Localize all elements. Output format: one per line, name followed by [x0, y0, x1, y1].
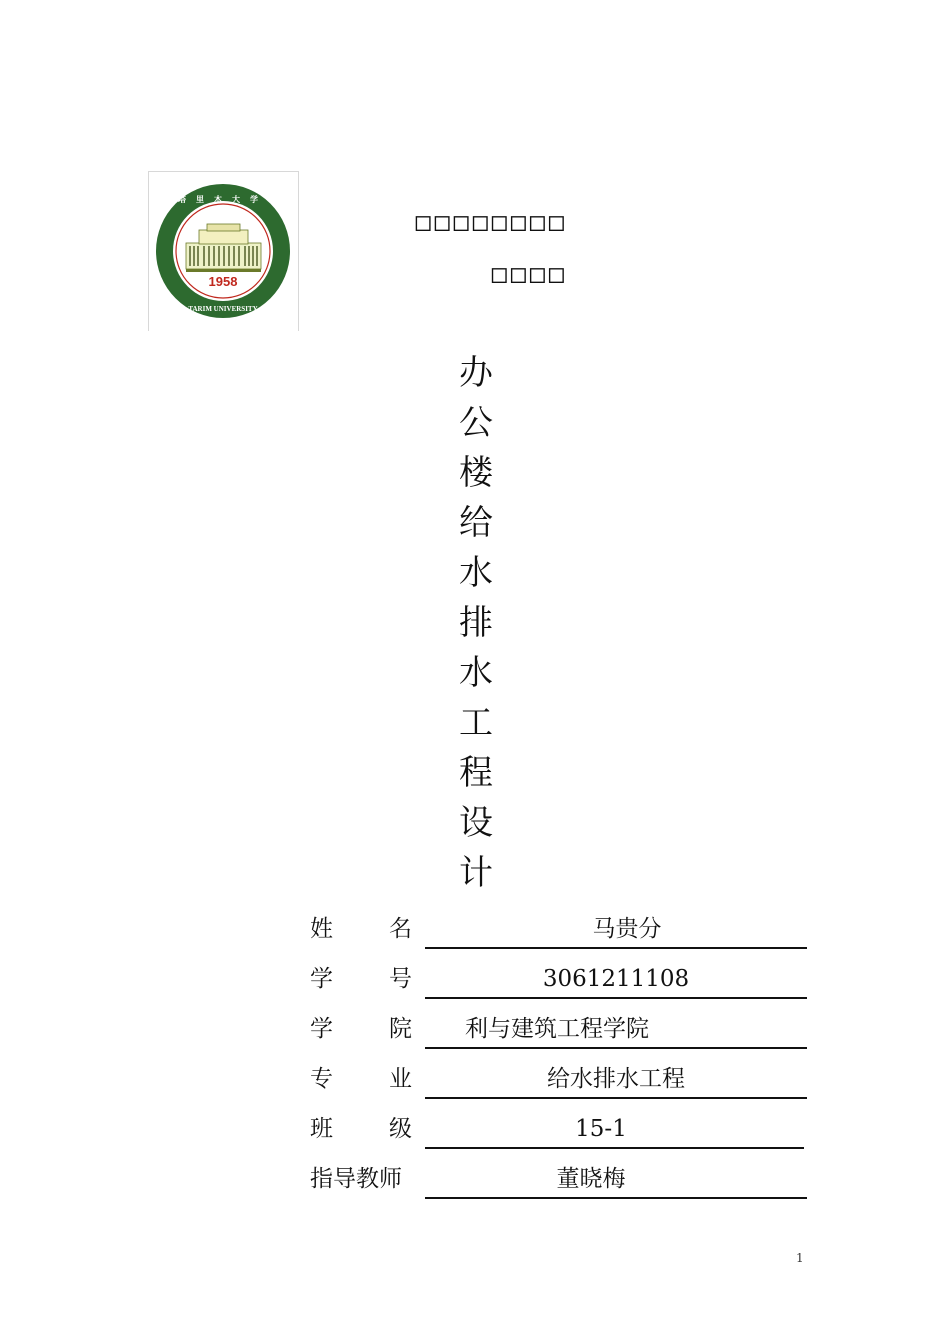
student-info-table: [310, 908, 810, 1208]
underline: [425, 1097, 807, 1099]
info-value-name: 马贵分: [592, 916, 662, 942]
info-value-class: 15-1: [575, 1116, 627, 1142]
title-char: 给: [459, 503, 493, 543]
underline: [425, 1147, 804, 1149]
info-row-advisor: [310, 1158, 810, 1208]
header-line-2: □□□□: [491, 259, 568, 288]
title-char: 计: [459, 853, 493, 893]
info-label: [310, 964, 412, 994]
logo-ring-text-top: 塔里木大学: [178, 195, 268, 204]
title-char: 排: [459, 603, 493, 643]
label-part: 业: [389, 1066, 412, 1092]
title-char: 工: [459, 703, 493, 743]
info-value-advisor: 董晓梅: [556, 1166, 626, 1192]
info-value-college: 利与建筑工程学院: [465, 1016, 649, 1042]
info-label: [310, 1164, 412, 1194]
underline: [425, 1047, 807, 1049]
info-row-name: [310, 908, 810, 958]
info-row-college: [310, 1008, 810, 1058]
label-part: 级: [389, 1116, 412, 1142]
title-char: 公: [459, 403, 493, 443]
label-part: 院: [389, 1016, 412, 1042]
label-part: 学: [310, 1016, 333, 1042]
university-logo: [148, 171, 299, 331]
page-number: 1: [796, 1251, 804, 1265]
underline: [425, 997, 807, 999]
info-label: [310, 1064, 412, 1094]
university-emblem-icon: [149, 172, 298, 331]
title-char: 设: [459, 803, 493, 843]
info-value-student-id: 3061211108: [542, 966, 690, 992]
label-part: 班: [310, 1116, 333, 1142]
title-char: 楼: [459, 453, 493, 493]
label-part: 学: [310, 966, 333, 992]
info-label: [310, 914, 412, 944]
info-row-major: [310, 1058, 810, 1108]
underline: [425, 947, 807, 949]
info-label: [310, 1114, 412, 1144]
label-part: 指导教师: [310, 1166, 402, 1192]
logo-ring-text-bottom: TARIM UNIVERSITY: [188, 305, 258, 313]
label-part: 专: [310, 1066, 333, 1092]
document-header: [398, 205, 568, 291]
title-char: 办: [459, 353, 493, 393]
info-value-major: 给水排水工程: [547, 1066, 685, 1092]
underline: [425, 1197, 807, 1199]
label-part: 号: [389, 966, 412, 992]
logo-year: 1958: [208, 274, 238, 289]
info-row-student-id: [310, 958, 810, 1008]
title-char: 水: [459, 553, 493, 593]
info-row-class: [310, 1108, 810, 1158]
info-label: [310, 1014, 412, 1044]
label-part: 名: [389, 916, 412, 942]
document-title: [452, 348, 500, 898]
title-char: 程: [459, 753, 493, 793]
label-part: 姓: [310, 916, 333, 942]
title-char: 水: [459, 653, 493, 693]
header-line-1: □□□□□□□□: [415, 207, 568, 236]
